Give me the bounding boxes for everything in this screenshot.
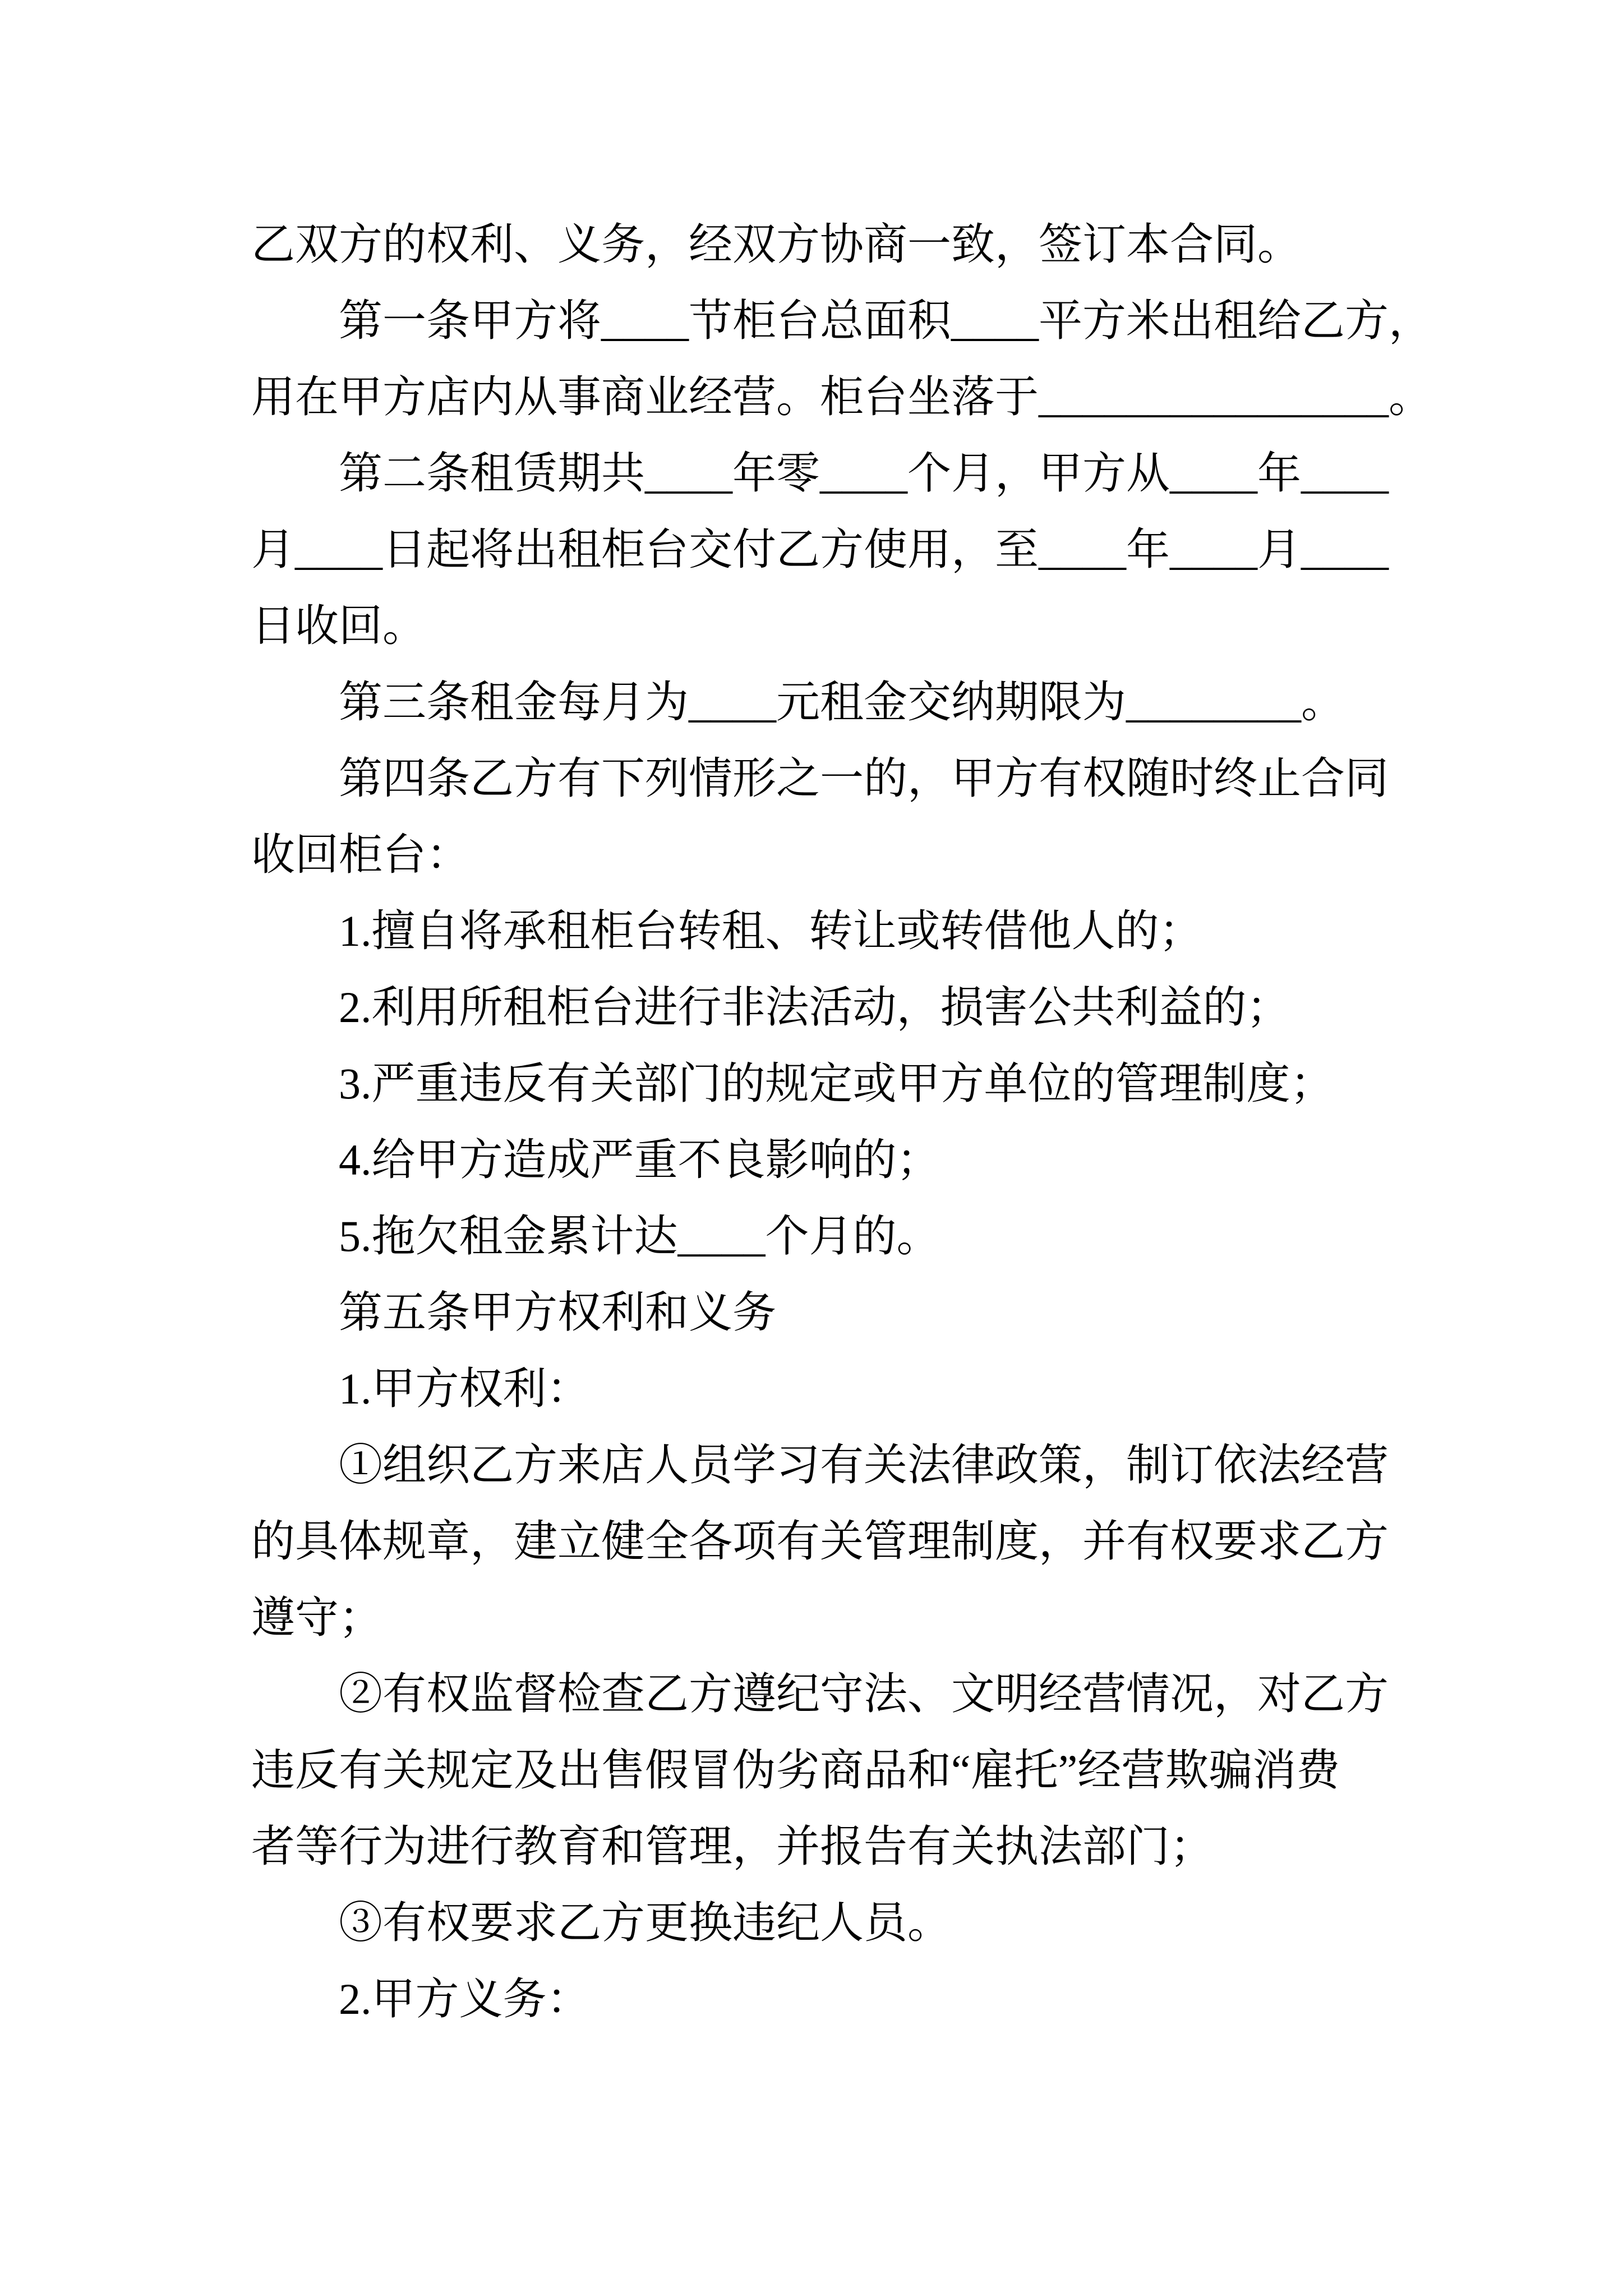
- contract-line: 1.甲方权利：: [339, 1364, 591, 1413]
- contract-line: 1.擅自将承租柜台转租、转让或转借他人的；: [339, 907, 1203, 955]
- contract-line: 第一条甲方将____节柜台总面积____平方米出租给乙方，: [339, 296, 1433, 345]
- contract-line: 的具体规章，建立健全各项有关管理制度，并有权要求乙方: [251, 1517, 1389, 1566]
- contract-line: ②有权监督检查乙方遵纪守法、文明经营情况，对乙方: [339, 1669, 1389, 1718]
- contract-line: 用在甲方店内从事商业经营。柜台坐落于________________。: [251, 372, 1433, 421]
- contract-line: 5.拖欠租金累计达____个月的。: [339, 1212, 940, 1260]
- contract-line: 违反有关规定及出售假冒伪劣商品和“雇托”经营欺骗消费: [251, 1746, 1340, 1795]
- contract-line: 月____日起将出租柜台交付乙方使用，至____年____月____: [251, 525, 1389, 574]
- contract-line: 第五条甲方权利和义务: [339, 1288, 777, 1337]
- contract-line: 3.严重违反有关部门的规定或甲方单位的管理制度；: [339, 1059, 1334, 1108]
- contract-line: 乙双方的权利、义务，经双方协商一致，签订本合同。: [251, 220, 1302, 269]
- contract-line: 遵守；: [251, 1593, 383, 1642]
- contract-line: 第三条租金每月为____元租金交纳期限为________。: [339, 678, 1345, 726]
- contract-line: ①组织乙方来店人员学习有关法律政策，制订依法经营: [339, 1441, 1389, 1489]
- contract-body: [251, 206, 1474, 2037]
- contract-line: 第二条租赁期共____年零____个月，甲方从____年____: [339, 449, 1389, 498]
- contract-line: 第四条乙方有下列情形之一的，甲方有权随时终止合同: [339, 754, 1389, 803]
- contract-line: 收回柜台：: [251, 830, 471, 879]
- contract-line: 2.利用所租柜台进行非法活动，损害公共利益的；: [339, 983, 1290, 1032]
- contract-line: ③有权要求乙方更换违纪人员。: [339, 1898, 952, 1947]
- contract-line: 2.甲方义务：: [339, 1975, 591, 2023]
- contract-line: 4.给甲方造成严重不良影响的；: [339, 1135, 940, 1184]
- contract-line: 者等行为进行教育和管理，并报告有关执法部门；: [251, 1822, 1214, 1871]
- contract-line: 日收回。: [251, 601, 427, 650]
